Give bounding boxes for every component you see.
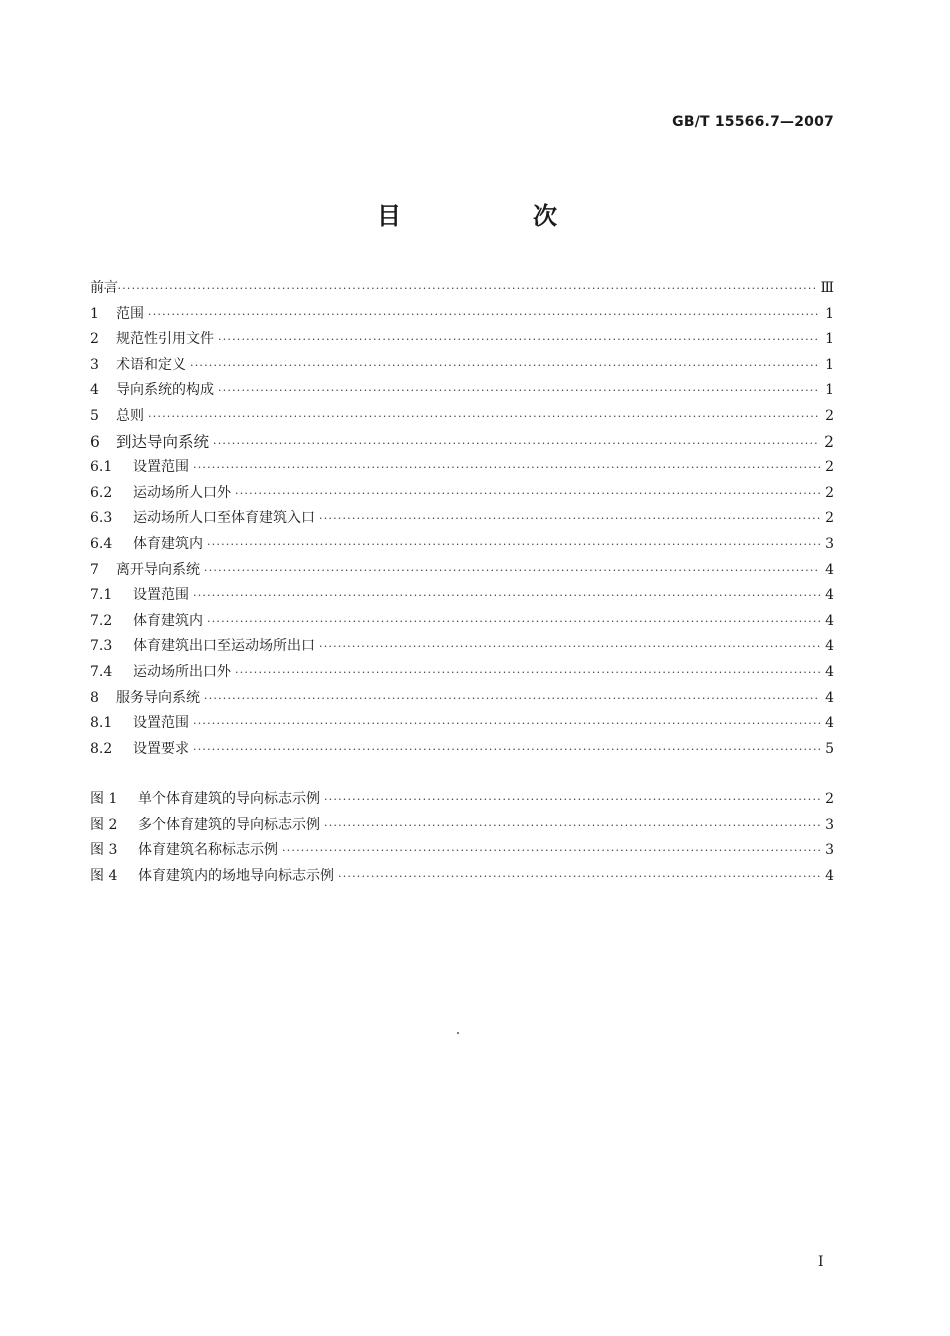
- dot-leader: [193, 455, 820, 481]
- toc-entry-number: 3: [90, 356, 99, 373]
- page-number: I: [818, 1254, 824, 1270]
- toc-entry-page: 4: [825, 663, 834, 680]
- toc-entry-title: 体育建筑内的场地导向标志示例: [138, 867, 334, 884]
- toc-entry-page: 3: [825, 816, 834, 833]
- toc-entry-page: 2: [825, 459, 834, 476]
- toc-entry-page: 4: [825, 867, 834, 884]
- dot-leader: [148, 404, 820, 430]
- dot-leader: [193, 583, 820, 609]
- toc-entry[interactable]: [90, 327, 834, 353]
- dot-leader: [319, 506, 820, 532]
- toc-entry-page: 4: [825, 587, 834, 604]
- toc-entry-title: 术语和定义: [116, 356, 186, 373]
- toc-entry-title: 导向系统的构成: [116, 382, 214, 399]
- dot-leader: [207, 609, 820, 635]
- dot-leader: [204, 686, 820, 712]
- toc-entry-number: 图 1: [90, 791, 118, 807]
- toc-entry-number: 7.4: [90, 663, 113, 680]
- scan-speck: [457, 1032, 459, 1034]
- page-title: 目 次: [377, 202, 611, 230]
- toc-entry-number: 5: [90, 407, 99, 424]
- toc-entry-number: 6.4: [90, 535, 113, 552]
- standard-code: GB/T 15566.7—2007: [672, 114, 834, 130]
- dot-leader: [148, 302, 820, 328]
- toc-entry-title: 设置范围: [133, 459, 189, 476]
- dot-leader: [94, 276, 816, 302]
- toc-entry-number: 7.2: [90, 612, 113, 629]
- toc-entry-page: 1: [825, 356, 834, 373]
- toc-entry[interactable]: [90, 686, 834, 712]
- dot-leader: [193, 737, 820, 763]
- figure-list: [90, 787, 834, 889]
- dot-leader: [207, 532, 820, 558]
- dot-leader: [282, 838, 820, 864]
- toc-entry[interactable]: [90, 302, 834, 328]
- toc-entry[interactable]: [90, 864, 834, 890]
- toc-entry[interactable]: [90, 787, 834, 813]
- toc-entry[interactable]: [90, 838, 834, 864]
- toc-entry-number: 6.3: [90, 510, 113, 527]
- dot-leader: [319, 634, 820, 660]
- toc-entry-page: 4: [825, 715, 834, 732]
- dot-leader: [235, 660, 820, 686]
- toc-entry-page: 4: [825, 612, 834, 629]
- toc-entry-number: 8.2: [90, 740, 113, 757]
- toc-entry-number: 7: [90, 561, 99, 578]
- toc-entry-page: 3: [825, 535, 834, 552]
- toc-entry-number: 图 2: [90, 816, 118, 833]
- toc-entry[interactable]: [90, 430, 834, 456]
- toc-entry-title: 体育建筑名称标志示例: [138, 842, 278, 859]
- toc-entry-number: 8: [90, 689, 99, 706]
- toc-entry-page: 3: [825, 842, 834, 859]
- toc-entry[interactable]: [90, 583, 834, 609]
- toc-entry-title: 多个体育建筑的导向标志示例: [138, 816, 320, 833]
- toc-entry-number: 6.2: [90, 484, 113, 501]
- toc-entry[interactable]: [90, 737, 834, 763]
- toc-entry[interactable]: [90, 378, 834, 404]
- dot-leader: [338, 864, 820, 890]
- dot-leader: [324, 787, 820, 813]
- toc-entry-title: 设置范围: [133, 587, 189, 604]
- toc-entry-title: 设置要求: [133, 740, 189, 757]
- toc-entry-number: 6: [90, 432, 100, 451]
- toc-entry-number: 2: [90, 331, 99, 348]
- toc-entry[interactable]: [90, 634, 834, 660]
- toc-entry-title: 单个体育建筑的导向标志示例: [138, 791, 320, 807]
- toc-entry-title: 运动场所人口至体育建筑入口: [133, 510, 315, 527]
- toc-entry-title: 范围: [116, 305, 144, 322]
- toc-entry[interactable]: [90, 404, 834, 430]
- toc-entry-title: 运动场所出口外: [133, 663, 231, 680]
- toc-entry-number: 7.1: [90, 587, 113, 604]
- toc-entry-page: 2: [825, 484, 834, 501]
- toc-entry-title: 服务导向系统: [116, 689, 200, 706]
- dot-leader: [193, 711, 820, 737]
- toc-entry-page: 4: [825, 689, 834, 706]
- toc-entry-number: 图 4: [90, 867, 118, 884]
- toc-entry-page: 2: [824, 432, 834, 451]
- toc-entry-title: 规范性引用文件: [116, 331, 214, 348]
- toc-entry[interactable]: [90, 353, 834, 379]
- toc-entry-title: 体育建筑出口至运动场所出口: [133, 638, 315, 655]
- toc-entry[interactable]: [90, 813, 834, 839]
- toc-entry-number: 7.3: [90, 638, 113, 655]
- toc-entry[interactable]: [90, 558, 834, 584]
- toc-entry[interactable]: [90, 609, 834, 635]
- toc-entry-page: 5: [825, 740, 834, 757]
- toc-entry-number: 6.1: [90, 459, 113, 476]
- toc-entry[interactable]: [90, 506, 834, 532]
- toc-entry-number: 1: [90, 305, 99, 322]
- dot-leader: [190, 353, 820, 379]
- toc-entry-page: 4: [825, 561, 834, 578]
- toc-entry-number: 图 3: [90, 842, 118, 859]
- toc-entry-page: 2: [825, 407, 834, 424]
- toc-entry-title: 体育建筑内: [133, 612, 203, 629]
- toc-entry-title: 到达导向系统: [116, 432, 210, 451]
- toc-entry-page: 2: [825, 791, 834, 807]
- toc-entry-title: 设置范围: [133, 715, 189, 732]
- table-of-contents: [90, 276, 834, 762]
- toc-entry[interactable]: [90, 660, 834, 686]
- toc-entry[interactable]: 前言 ····· Ⅲ: [90, 276, 834, 302]
- toc-entry-page: 1: [825, 331, 834, 348]
- toc-entry-page: 2: [825, 510, 834, 527]
- dot-leader: [324, 813, 820, 839]
- toc-entry-title: 运动场所人口外: [133, 484, 231, 501]
- toc-entry[interactable]: [90, 481, 834, 507]
- toc-entry[interactable]: [90, 711, 834, 737]
- toc-entry-title: 体育建筑内: [133, 535, 203, 552]
- toc-entry-title: 总则: [116, 407, 144, 424]
- dot-leader: [218, 327, 820, 353]
- toc-entry-number: 4: [90, 382, 99, 399]
- toc-entry-page: 1: [825, 382, 834, 399]
- toc-entry-title: 离开导向系统: [116, 561, 200, 578]
- dot-leader: [235, 481, 820, 507]
- toc-entry[interactable]: [90, 532, 834, 558]
- toc-entry-page: Ⅲ: [820, 280, 834, 296]
- toc-entry-page: 1: [825, 305, 834, 322]
- toc-entry[interactable]: [90, 455, 834, 481]
- dot-leader: [218, 378, 820, 404]
- dot-leader: [213, 431, 820, 457]
- dot-leader: [204, 558, 820, 584]
- toc-entry-page: 4: [825, 638, 834, 655]
- toc-entry-number: 8.1: [90, 715, 113, 732]
